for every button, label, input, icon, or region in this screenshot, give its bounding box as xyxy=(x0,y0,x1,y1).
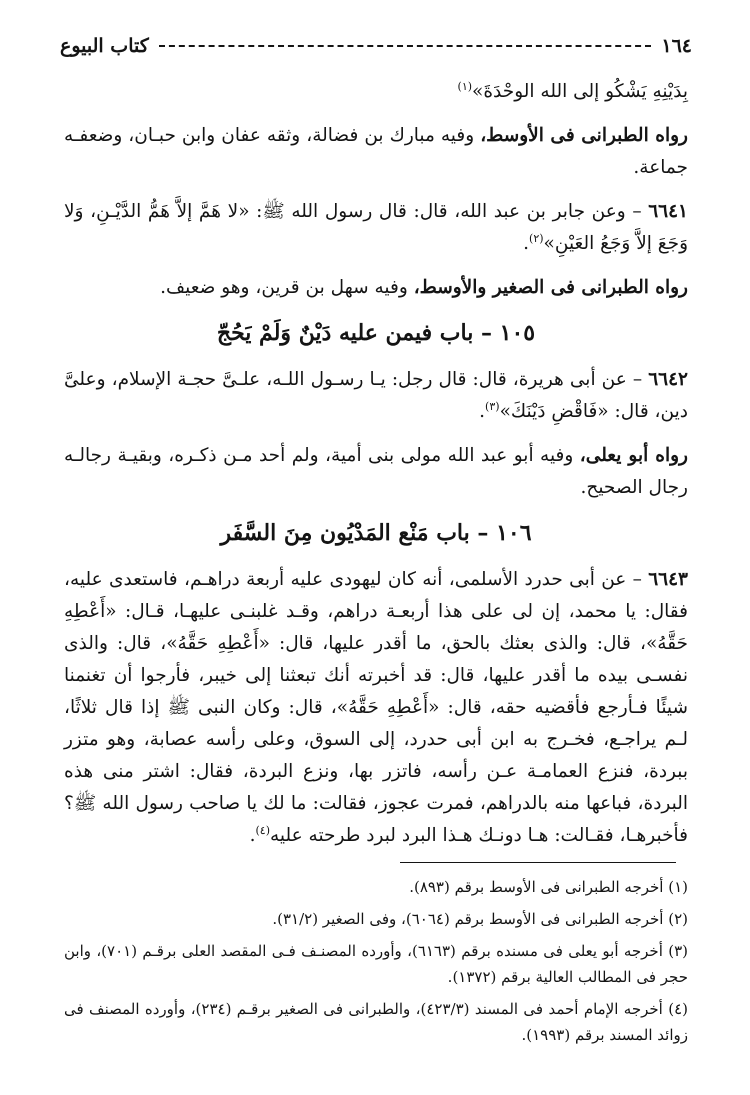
narration-note: رواه الطبرانى فى الأوسط، وفيه مبارك بن فضالة، وثقه عفان وابن حبـان، وضعفـه جماعة. xyxy=(64,125,688,178)
footnote: (٣) أخرجه أبو يعلى فى مسنده برقم (٦١٦٣)، وأورده المصنـف فـى المقصد العلى برقـم (٧٠١)، وابن حجر فى المطالب العالية برقم (١٣٧٢). xyxy=(64,942,688,986)
footnote-ref: (١) xyxy=(457,79,473,93)
footnotes xyxy=(64,874,688,1054)
footnote: (٤) أخرجه الإمام أحمد فى المسند (٤٢٣/٣)، والطبرانى فى الصغير برقـم (٢٣٤)، وأورده المصنف فى زوائد المسند برقم (١٩٩٣). xyxy=(64,1000,688,1044)
chapter-heading: ١٠٥ – باب فيمن عليه دَيْنٌ وَلَمْ يَحُجّ xyxy=(216,320,536,346)
footnote-divider xyxy=(400,862,676,863)
narration-note: رواه الطبرانى فى الصغير والأوسط، وفيه سهل بن قرين، وهو ضعيف. xyxy=(160,277,688,298)
hadith-6641: ٦٦٤١ – وعن جابر بن عبد الله، قال: قال رسول الله ﷺ: «لا هَمَّ إلاَّ هَمُّ الدَّيْـنِ، وَلا وَجَعَ إلاَّ وَجَعُ العَيْنِ»$^{(٢)}$. xyxy=(64,201,688,254)
page-header xyxy=(60,28,692,64)
header-rule xyxy=(159,45,652,47)
hadith-6642: ٦٦٤٢ – عن أبى هريرة، قال: قال رجل: يـا رسـول اللـه، علـىَّ حجـة الإسلام، وعلىَّ دين، قال: «فَاقْضِ دَيْنَكَ»$^{(٣)}$. xyxy=(64,369,688,422)
footnote: (١) أخرجه الطبرانى فى الأوسط برقم (٨٩٣). xyxy=(409,878,688,896)
page-number: ١٦٤ xyxy=(661,35,692,57)
narration-note: رواه أبو يعلى، وفيه أبو عبد الله مولى بنى أمية، ولم أحد مـن ذكـره، وبقيـة رجالـه رجال الصحيح. xyxy=(64,445,688,498)
hadith-6643: ٦٦٤٣ – عن أبى حدرد الأسلمى، أنه كان ليهودى عليه أربعة دراهـم، فاستعدى عليه، فقال: يا محمد، إن لى على هذا أربعـة دراهم، وقـد غلبنـى عليهـا، قـال: «أَعْطِهِ حَقَّهُ»، قال: والذى بعثك بالحق، ما أقدر عليها، قال: «أَعْطِهِ حَقَّهُ»، قال: والذى نفسـى بيده ما أقدر عليها، قال: قد أخبرته أنك تبعثنا إلى خيبر، فأرجوا أن تغنمنا شيئًا فـأرجع فأقضيه حقه، قال: «أَعْطِهِ حَقَّهُ»، قال: وكان النبى ﷺ إذا قال ثلاثًا، لـم يراجـع، فخـرج به ابن أبى حدرد، إلى السوق، وعلى رأسه عصابة، وهو متزر ببردة، فنزع العمامـة عـن رأسه، فاتزر بها، ونزع البردة، فقال: اشتر منى هذه البردة، فباعها منه بالدراهم، فمرت عجوز، فقالت: ما لك يا صاحب رسول الله ﷺ؟ فأخبرهـا، فقـالت: هـا دونـك هـذا البرد لبرد طرحته عليه$^{(٤)}$. xyxy=(64,569,688,846)
main-text xyxy=(64,76,688,864)
footnote-ref: (٤) xyxy=(255,823,270,837)
paragraph: بِدَيْنِهِ يَشْكُو إلى الله الوحْدَةَ»$^{(١)}$ xyxy=(457,79,688,102)
book-title: كتاب البيوع xyxy=(60,35,149,57)
footnote-ref: (٢) xyxy=(529,231,544,245)
chapter-heading: ١٠٦ – باب مَنْع المَدْيُون مِنَ السَّفَر xyxy=(220,520,532,546)
footnote-ref: (٣) xyxy=(485,399,500,413)
footnote: (٢) أخرجه الطبرانى فى الأوسط برقم (٦٠٦٤)، وفى الصغير (٣١/٢). xyxy=(272,910,688,928)
